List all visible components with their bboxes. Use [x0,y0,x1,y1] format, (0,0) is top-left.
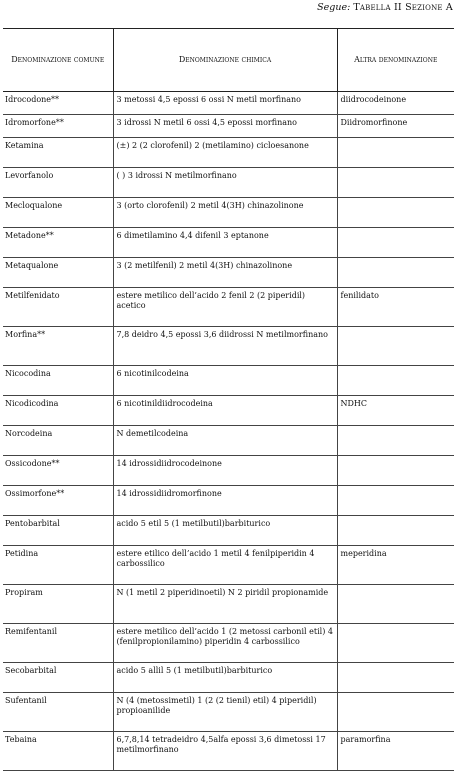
other-name-cell [337,456,454,486]
chemical-name-cell: 6 nicotinilcodeina [113,366,337,396]
chemical-name-cell: estere metilico dell’acido 1 (2 metossi carbonil etil) 4 (fenilpropionilamino) piperidin 4 carbossilico [113,624,337,663]
table-header-row [3,29,454,92]
chemical-name-cell: N (1 metil 2 piperidinoetil) N 2 piridil propionamide [113,585,337,624]
table-row [3,327,454,366]
chemical-name-cell: acido 5 etil 5 (1 metilbutil)barbiturico [113,516,337,546]
table-row [3,288,454,327]
chemical-name-cell: 6,7,8,14 tetradeidro 4,5alfa epossi 3,6 dimetossi 17 metilmorfinano [113,732,337,771]
table-row [3,115,454,138]
substances-table [3,28,454,771]
other-name-cell [337,426,454,456]
other-name-cell [337,258,454,288]
table-row [3,693,454,732]
column-header-other-name: Altra denominazione [337,29,454,92]
other-name-cell: Diidromorfinone [337,115,454,138]
other-name-cell [337,327,454,366]
table-row [3,486,454,516]
chemical-name-cell: N (4 (metossimetil) 1 (2 (2 tienil) etil) 4 piperidil) propioanilide [113,693,337,732]
table-row [3,624,454,663]
table-row [3,732,454,771]
other-name-cell [337,663,454,693]
table-row [3,585,454,624]
other-name-cell [337,624,454,663]
other-name-cell: fenilidato [337,288,454,327]
chemical-name-cell: 6 nicotinildiidrocodeina [113,396,337,426]
chemical-name-cell: 3 idrossi N metil 6 ossi 4,5 epossi morfinano [113,115,337,138]
table-row [3,663,454,693]
chemical-name-cell: 3 (2 metilfenil) 2 metil 4(3H) chinazolinone [113,258,337,288]
chemical-name-cell: 14 idrossidiidrocodeinone [113,456,337,486]
other-name-cell [337,516,454,546]
table-row [3,258,454,288]
column-header-common-name: Denominazione comune [3,29,113,92]
other-name-cell [337,138,454,168]
table-row [3,92,454,115]
common-name-cell: Secobarbital [3,663,113,693]
chemical-name-cell: N demetilcodeina [113,426,337,456]
table-row [3,168,454,198]
chemical-name-cell: (±) 2 (2 clorofenil) 2 (metilamino) cicloesanone [113,138,337,168]
table-row [3,366,454,396]
chemical-name-cell: 3 metossi 4,5 epossi 6 ossi N metil morfinano [113,92,337,115]
common-name-cell: Mecloqualone [3,198,113,228]
other-name-cell [337,198,454,228]
column-header-chemical-name: Denominazione chimica [113,29,337,92]
table-row [3,516,454,546]
common-name-cell: Pentobarbital [3,516,113,546]
chemical-name-cell: 14 idrossidiidromorfinone [113,486,337,516]
other-name-cell [337,693,454,732]
common-name-cell: Ketamina [3,138,113,168]
common-name-cell: Morfina** [3,327,113,366]
page-header [317,2,453,13]
other-name-cell: diidrocodeinone [337,92,454,115]
other-name-cell [337,486,454,516]
table-row [3,138,454,168]
common-name-cell: Petidina [3,546,113,585]
table-row [3,456,454,486]
other-name-cell: meperidina [337,546,454,585]
common-name-cell: Metilfenidato [3,288,113,327]
common-name-cell: Idromorfone** [3,115,113,138]
header-title: Tabella II Sezione A [353,2,453,13]
chemical-name-cell: ( ) 3 idrossi N metilmorfinano [113,168,337,198]
table-row [3,546,454,585]
common-name-cell: Sufentanil [3,693,113,732]
common-name-cell: Tebaina [3,732,113,771]
other-name-cell [337,585,454,624]
common-name-cell: Remifentanil [3,624,113,663]
other-name-cell: paramorfina [337,732,454,771]
common-name-cell: Nicocodina [3,366,113,396]
common-name-cell: Idrocodone** [3,92,113,115]
common-name-cell: Nicodicodina [3,396,113,426]
chemical-name-cell: estere etilico dell’acido 1 metil 4 fenilpiperidin 4 carbossilico [113,546,337,585]
other-name-cell [337,228,454,258]
common-name-cell: Norcodeina [3,426,113,456]
common-name-cell: Propiram [3,585,113,624]
chemical-name-cell: acido 5 allil 5 (1 metilbutil)barbiturico [113,663,337,693]
other-name-cell [337,168,454,198]
chemical-name-cell: 7,8 deidro 4,5 epossi 3,6 diidrossi N metilmorfinano [113,327,337,366]
other-name-cell [337,366,454,396]
table-row [3,198,454,228]
common-name-cell: Metadone** [3,228,113,258]
common-name-cell: Levorfanolo [3,168,113,198]
common-name-cell: Metaqualone [3,258,113,288]
header-prefix: Segue: [317,2,351,13]
chemical-name-cell: 6 dimetilamino 4,4 difenil 3 eptanone [113,228,337,258]
table-row [3,426,454,456]
common-name-cell: Ossicodone** [3,456,113,486]
chemical-name-cell: estere metilico dell’acido 2 fenil 2 (2 piperidil) acetico [113,288,337,327]
table-row [3,396,454,426]
chemical-name-cell: 3 (orto clorofenil) 2 metil 4(3H) chinazolinone [113,198,337,228]
common-name-cell: Ossimorfone** [3,486,113,516]
table-row [3,228,454,258]
other-name-cell: NDHC [337,396,454,426]
